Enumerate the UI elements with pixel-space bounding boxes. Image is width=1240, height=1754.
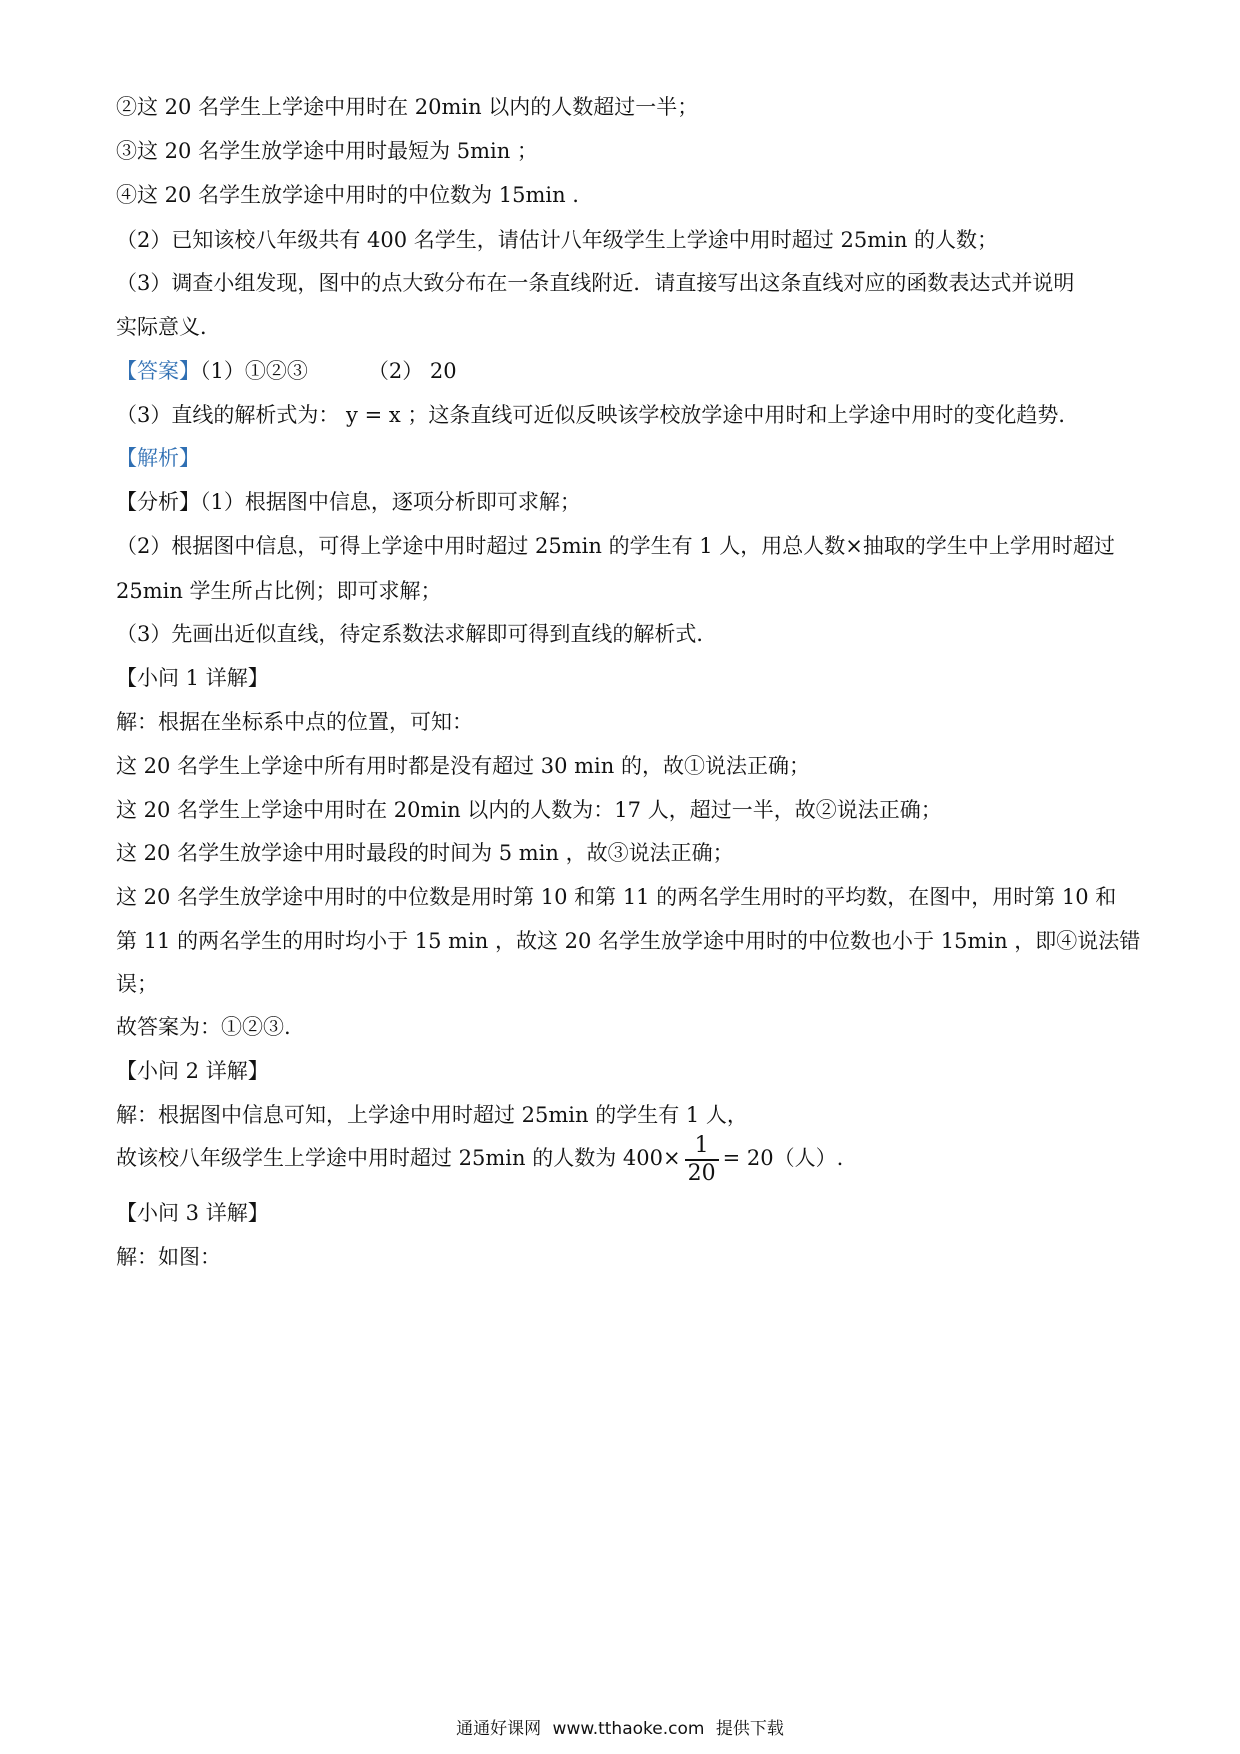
answer-part-3: （3）直线的解析式为： y = x ；这条直线可近似反映该学校放学途中用时和上学途中用时的变化趋势． [116,403,1080,427]
footer-site: 通通好课网 [456,1719,542,1739]
fraction-numerator: 1 [685,1133,719,1161]
analysis-line: 【分析】（1）根据图中信息，逐项分析即可求解； [116,490,581,514]
analysis-line: 25min 学生所占比例；即可求解； [116,579,442,603]
item-4-statement: ④这 20 名学生放学途中用时的中位数为 15min . [116,183,579,207]
q1-line: 第 11 的两名学生的用时均小于 15 min ，故这 20 名学生放学途中用时的中位数也小于 15min ，即④说法错 [116,929,1141,953]
fraction-denominator: 20 [687,1160,716,1186]
analysis-line: （3）先画出近似直线，待定系数法求解即可得到直线的解析式． [116,622,718,646]
q2-calculation [116,1128,843,1188]
q3-heading: 【小问 3 详解】 [116,1201,269,1225]
item-2-statement: ②这 20 名学生上学途中用时在 20min 以内的人数超过一半； [116,95,699,119]
q1-conclusion: 故答案为：①②③. [116,1015,291,1039]
question-2: （2）已知该校八年级共有 400 名学生，请估计八年级学生上学途中用时超过 25min 的人数； [116,228,999,252]
question-3-cont: 实际意义． [116,315,221,339]
q2-calc-text: 故该校八年级学生上学途中用时超过 25min 的人数为 400× [116,1146,681,1170]
document-page [116,0,1156,1754]
q3-line: 解：如图： [116,1245,221,1269]
analysis-tag: 【解析】 [116,446,200,470]
q2-heading: 【小问 2 详解】 [116,1059,269,1083]
q2-calc-result: = 20（人）. [722,1146,844,1170]
q1-line: 这 20 名学生上学途中用时在 20min 以内的人数为：17 人，超过一半，故②说法正确； [116,798,942,822]
answer-part-2: （2） 20 [367,359,457,383]
q1-line: 误； [116,972,158,996]
answer-tag: 【答案】 [116,359,200,383]
q1-heading: 【小问 1 详解】 [116,666,269,690]
item-3-statement: ③这 20 名学生放学途中用时最短为 5min ； [116,139,538,163]
analysis-line: （2）根据图中信息，可得上学途中用时超过 25min 的学生有 1 人，用总人数×抽取的学生中上学用时超过 [116,534,1115,558]
footer-url[interactable]: www.tthaoke.com [552,1719,705,1739]
q1-line: 这 20 名学生放学途中用时最段的时间为 5 min ，故③说法正确； [116,841,734,865]
footer-suffix: 提供下载 [715,1719,784,1739]
q1-line: 这 20 名学生上学途中所有用时都是没有超过 30 min 的，故①说法正确； [116,754,810,778]
answer-row-1 [116,356,457,386]
page-footer [0,1714,1240,1739]
answer-part-1: （1）①②③ [200,359,308,383]
q1-line: 解：根据在坐标系中点的位置，可知： [116,710,473,734]
q1-line: 这 20 名学生放学途中用时的中位数是用时第 10 和第 11 的两名学生用时的平均数，在图中，用时第 10 和 [116,885,1117,909]
fraction [685,1133,719,1187]
question-3: （3）调查小组发现，图中的点大致分布在一条直线附近．请直接写出这条直线对应的函数表达式并说明 [116,271,1075,295]
q2-line: 解：根据图中信息可知，上学途中用时超过 25min 的学生有 1 人， [116,1103,748,1127]
